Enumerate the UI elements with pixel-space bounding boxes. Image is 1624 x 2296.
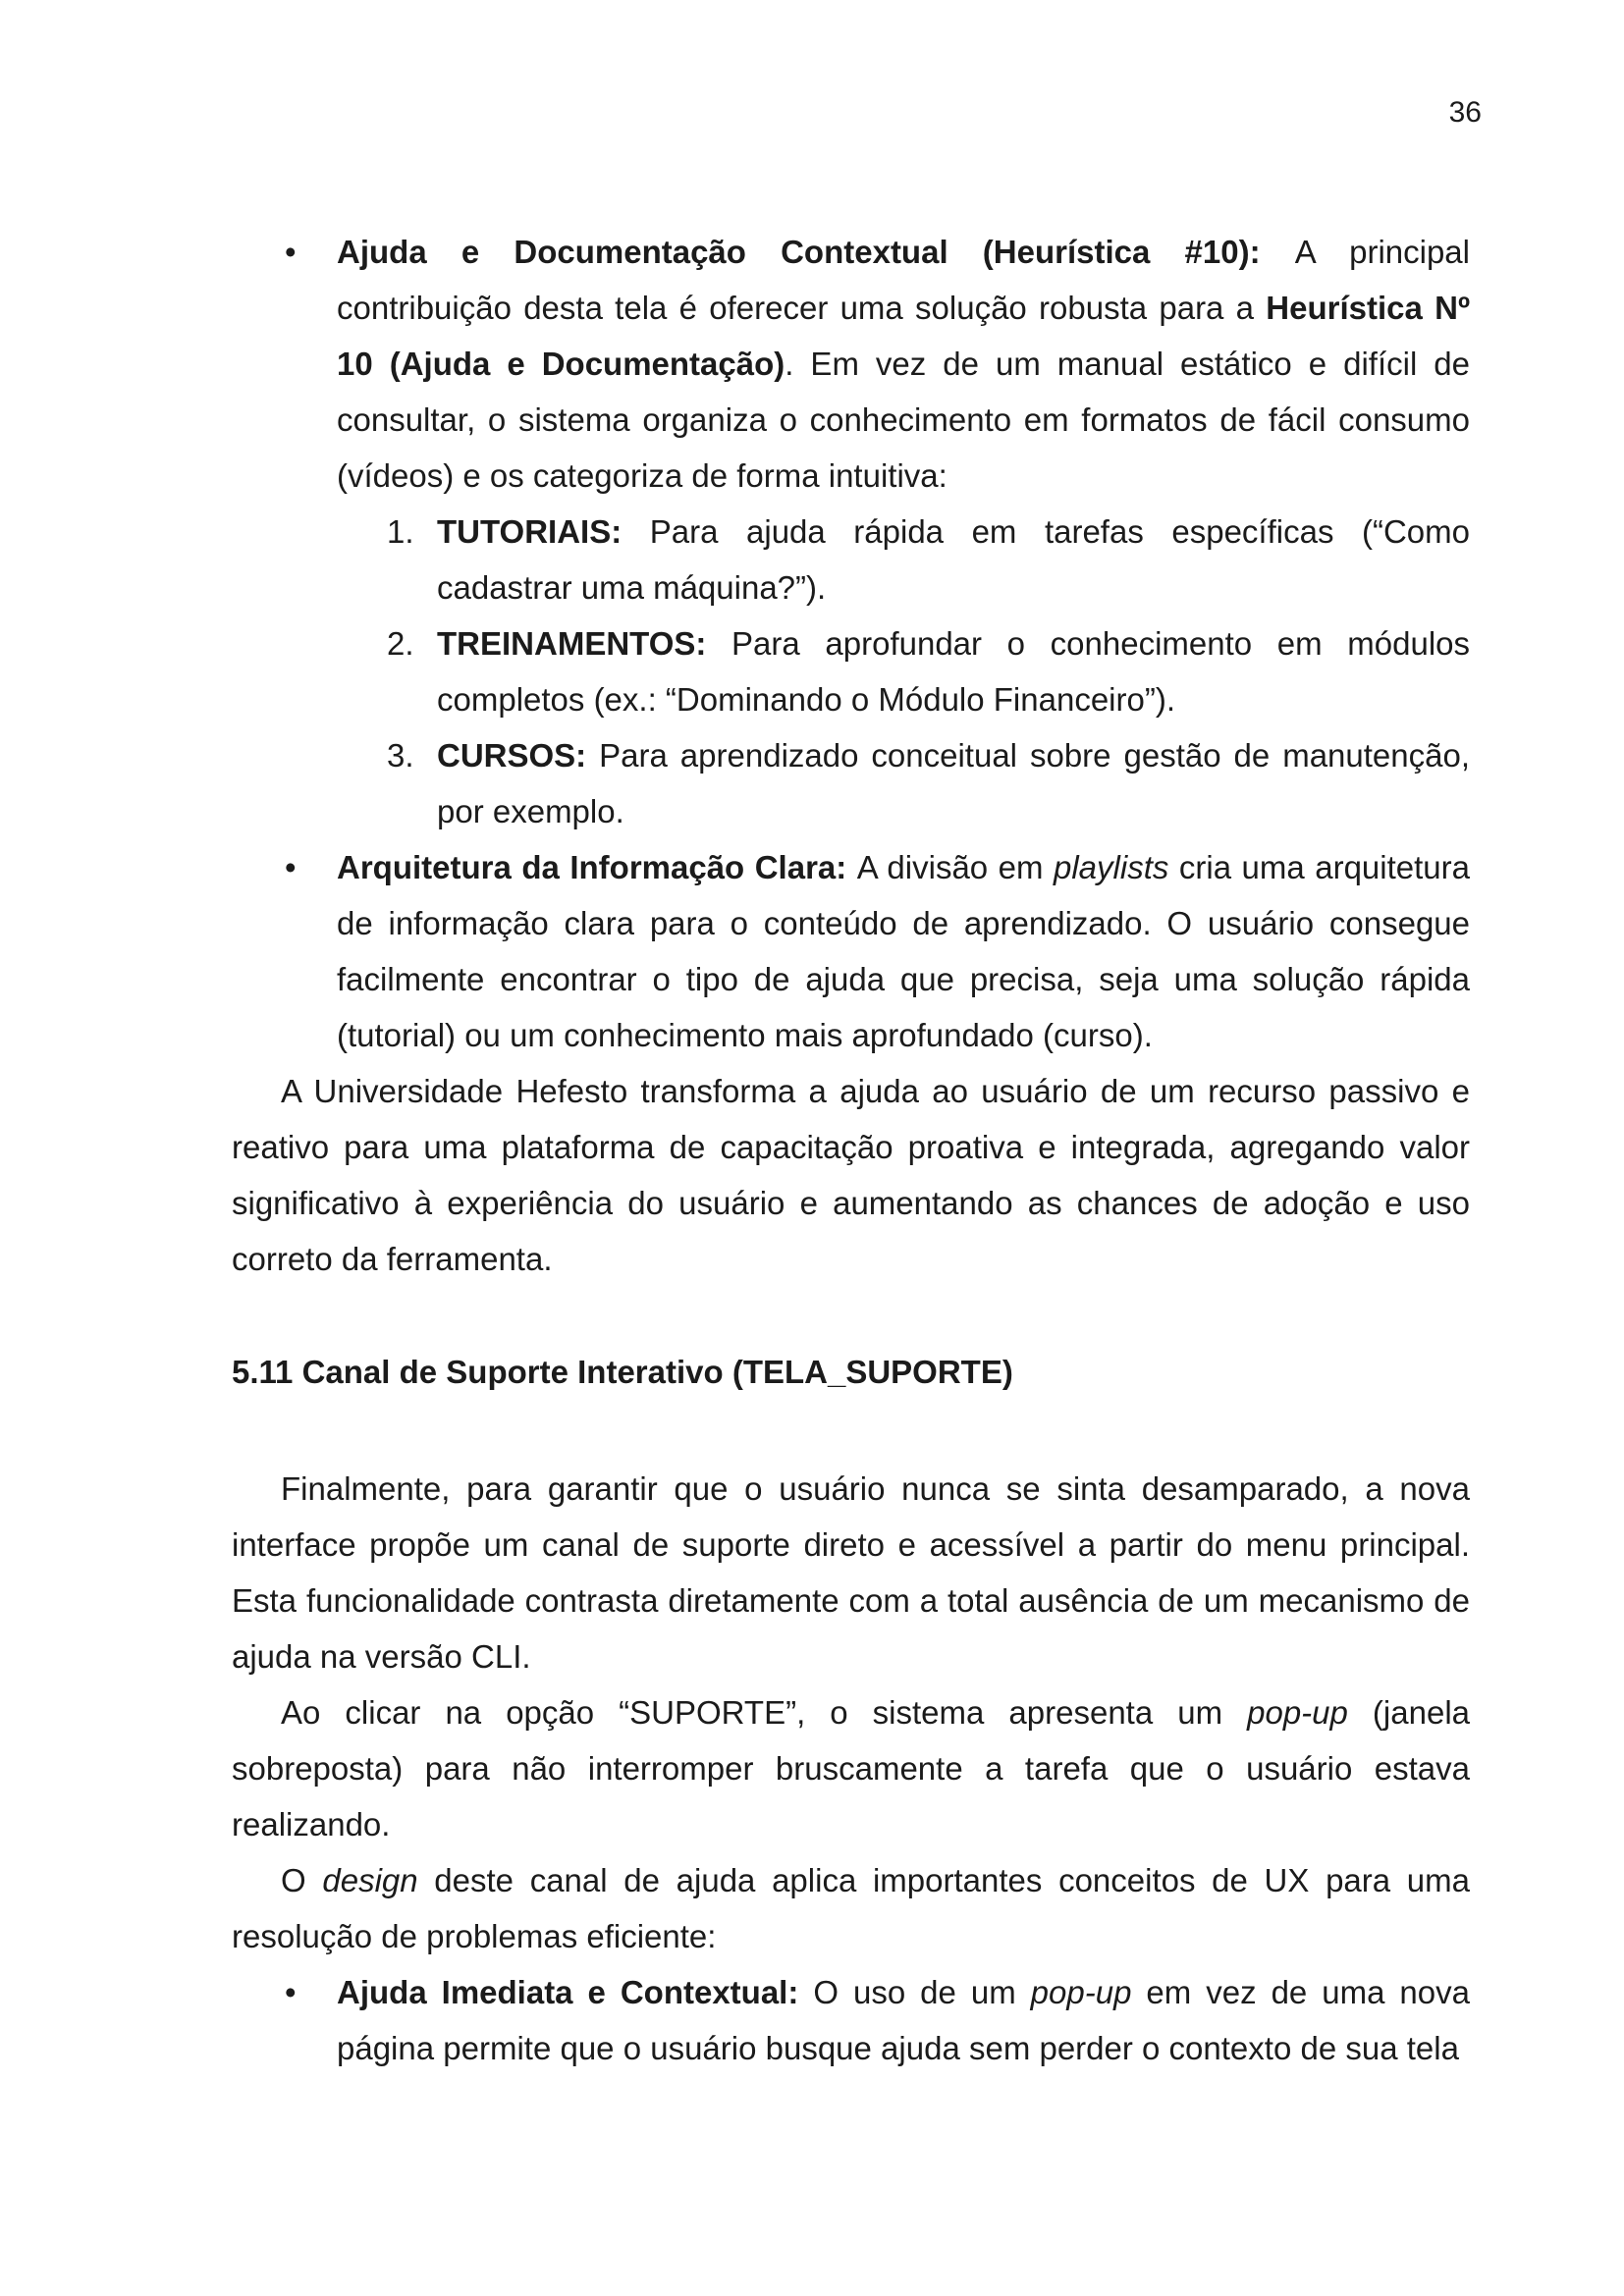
text-content <box>232 1354 1013 1390</box>
bullet-list-item <box>232 224 1470 504</box>
text-content <box>232 1470 1470 1675</box>
text-content <box>232 1073 1470 1277</box>
bullet-list-item <box>232 839 1470 1063</box>
text-content <box>437 737 1470 829</box>
numbered-list-item <box>232 615 1470 727</box>
text-run: A principal contribuição desta tela é oferecer uma solução robusta para a <box>337 234 1470 326</box>
text-content <box>337 1974 1470 2066</box>
numbered-list-item <box>232 504 1470 615</box>
text-run: Para aprofundar o conhecimento em módulos completos (ex.: “Dominando o Módulo Financeiro”). <box>437 625 1470 718</box>
text-content <box>437 513 1470 606</box>
text-run: CURSOS: <box>437 737 600 774</box>
number-marker: 3. <box>387 737 414 774</box>
paragraph <box>232 1461 1470 1684</box>
text-run: TUTORIAIS: <box>437 513 650 550</box>
text-run: O uso de um <box>813 1974 1031 2010</box>
text-content <box>337 234 1470 494</box>
text-run: TREINAMENTOS: <box>437 625 732 662</box>
text-run: Arquitetura da Informação Clara: <box>337 849 857 885</box>
text-run: em vez de uma nova página permite que o usuário busque ajuda sem perder o contexto de sua tela <box>337 1974 1470 2066</box>
text-run: design <box>322 1862 418 1898</box>
paragraph <box>232 1684 1470 1852</box>
text-run: Finalmente, para garantir que o usuário nunca se sinta desamparado, a nova interface propõe um canal de suporte direto e acessível a partir do menu principal. Esta funcionalidade contrasta diretamente com a total ausência de um mecanismo de ajuda na versão CLI. <box>232 1470 1470 1675</box>
text-run: pop-up <box>1247 1694 1348 1731</box>
paragraph <box>232 1852 1470 1964</box>
text-run: O <box>281 1862 323 1898</box>
text-run: Ao clicar na opção “SUPORTE”, o sistema apresenta um <box>281 1694 1248 1731</box>
text-run: 5.11 Canal de Suporte Interativo (TELA_SUPORTE) <box>232 1354 1013 1390</box>
number-marker: 2. <box>387 625 414 662</box>
text-run: cria uma arquitetura de informação clara para o conteúdo de aprendizado. O usuário consegue facilmente encontrar o tipo de ajuda que precisa, seja uma solução rápida (tutorial) ou um conhecimento mais aprofundado (curso). <box>337 849 1470 1053</box>
text-content <box>232 1694 1470 1842</box>
text-content <box>232 1862 1470 1954</box>
number-marker: 1. <box>387 513 414 550</box>
text-run: pop-up <box>1030 1974 1132 2010</box>
section-heading <box>232 1344 1470 1400</box>
text-run: (janela sobreposta) para não interromper bruscamente a tarefa que o usuário estava realizando. <box>232 1694 1470 1842</box>
text-run: A divisão em <box>856 849 1054 885</box>
text-run: Para aprendizado conceitual sobre gestão de manutenção, por exemplo. <box>437 737 1470 829</box>
paragraph <box>232 1063 1470 1287</box>
bullet-marker: • <box>285 234 297 270</box>
text-run: Ajuda e Documentação Contextual (Heurística #10): <box>337 234 1295 270</box>
text-content <box>437 625 1470 718</box>
document-body <box>232 224 1470 2076</box>
numbered-list-item <box>232 727 1470 839</box>
text-run: Ajuda Imediata e Contextual: <box>337 1974 814 2010</box>
text-run: playlists <box>1054 849 1169 885</box>
text-run: deste canal de ajuda aplica importantes conceitos de UX para uma resolução de problemas eficiente: <box>232 1862 1470 1954</box>
text-content <box>337 849 1470 1053</box>
text-run: . Em vez de um manual estático e difícil de consultar, o sistema organiza o conhecimento em formatos de fácil consumo (vídeos) e os categoriza de forma intuitiva: <box>337 346 1470 494</box>
bullet-marker: • <box>285 1974 297 2010</box>
bullet-marker: • <box>285 849 297 885</box>
text-run: A Universidade Hefesto transforma a ajuda ao usuário de um recurso passivo e reativo para uma plataforma de capacitação proativa e integrada, agregando valor significativo à experiência do usuário e aumentando as chances de adoção e uso correto da ferramenta. <box>232 1073 1470 1277</box>
text-run: Para ajuda rápida em tarefas específicas (“Como cadastrar uma máquina?”). <box>437 513 1470 606</box>
text-run: Heurística Nº 10 (Ajuda e Documentação) <box>337 290 1470 382</box>
page-number: 36 <box>1448 96 1482 129</box>
bullet-list-item <box>232 1964 1470 2076</box>
